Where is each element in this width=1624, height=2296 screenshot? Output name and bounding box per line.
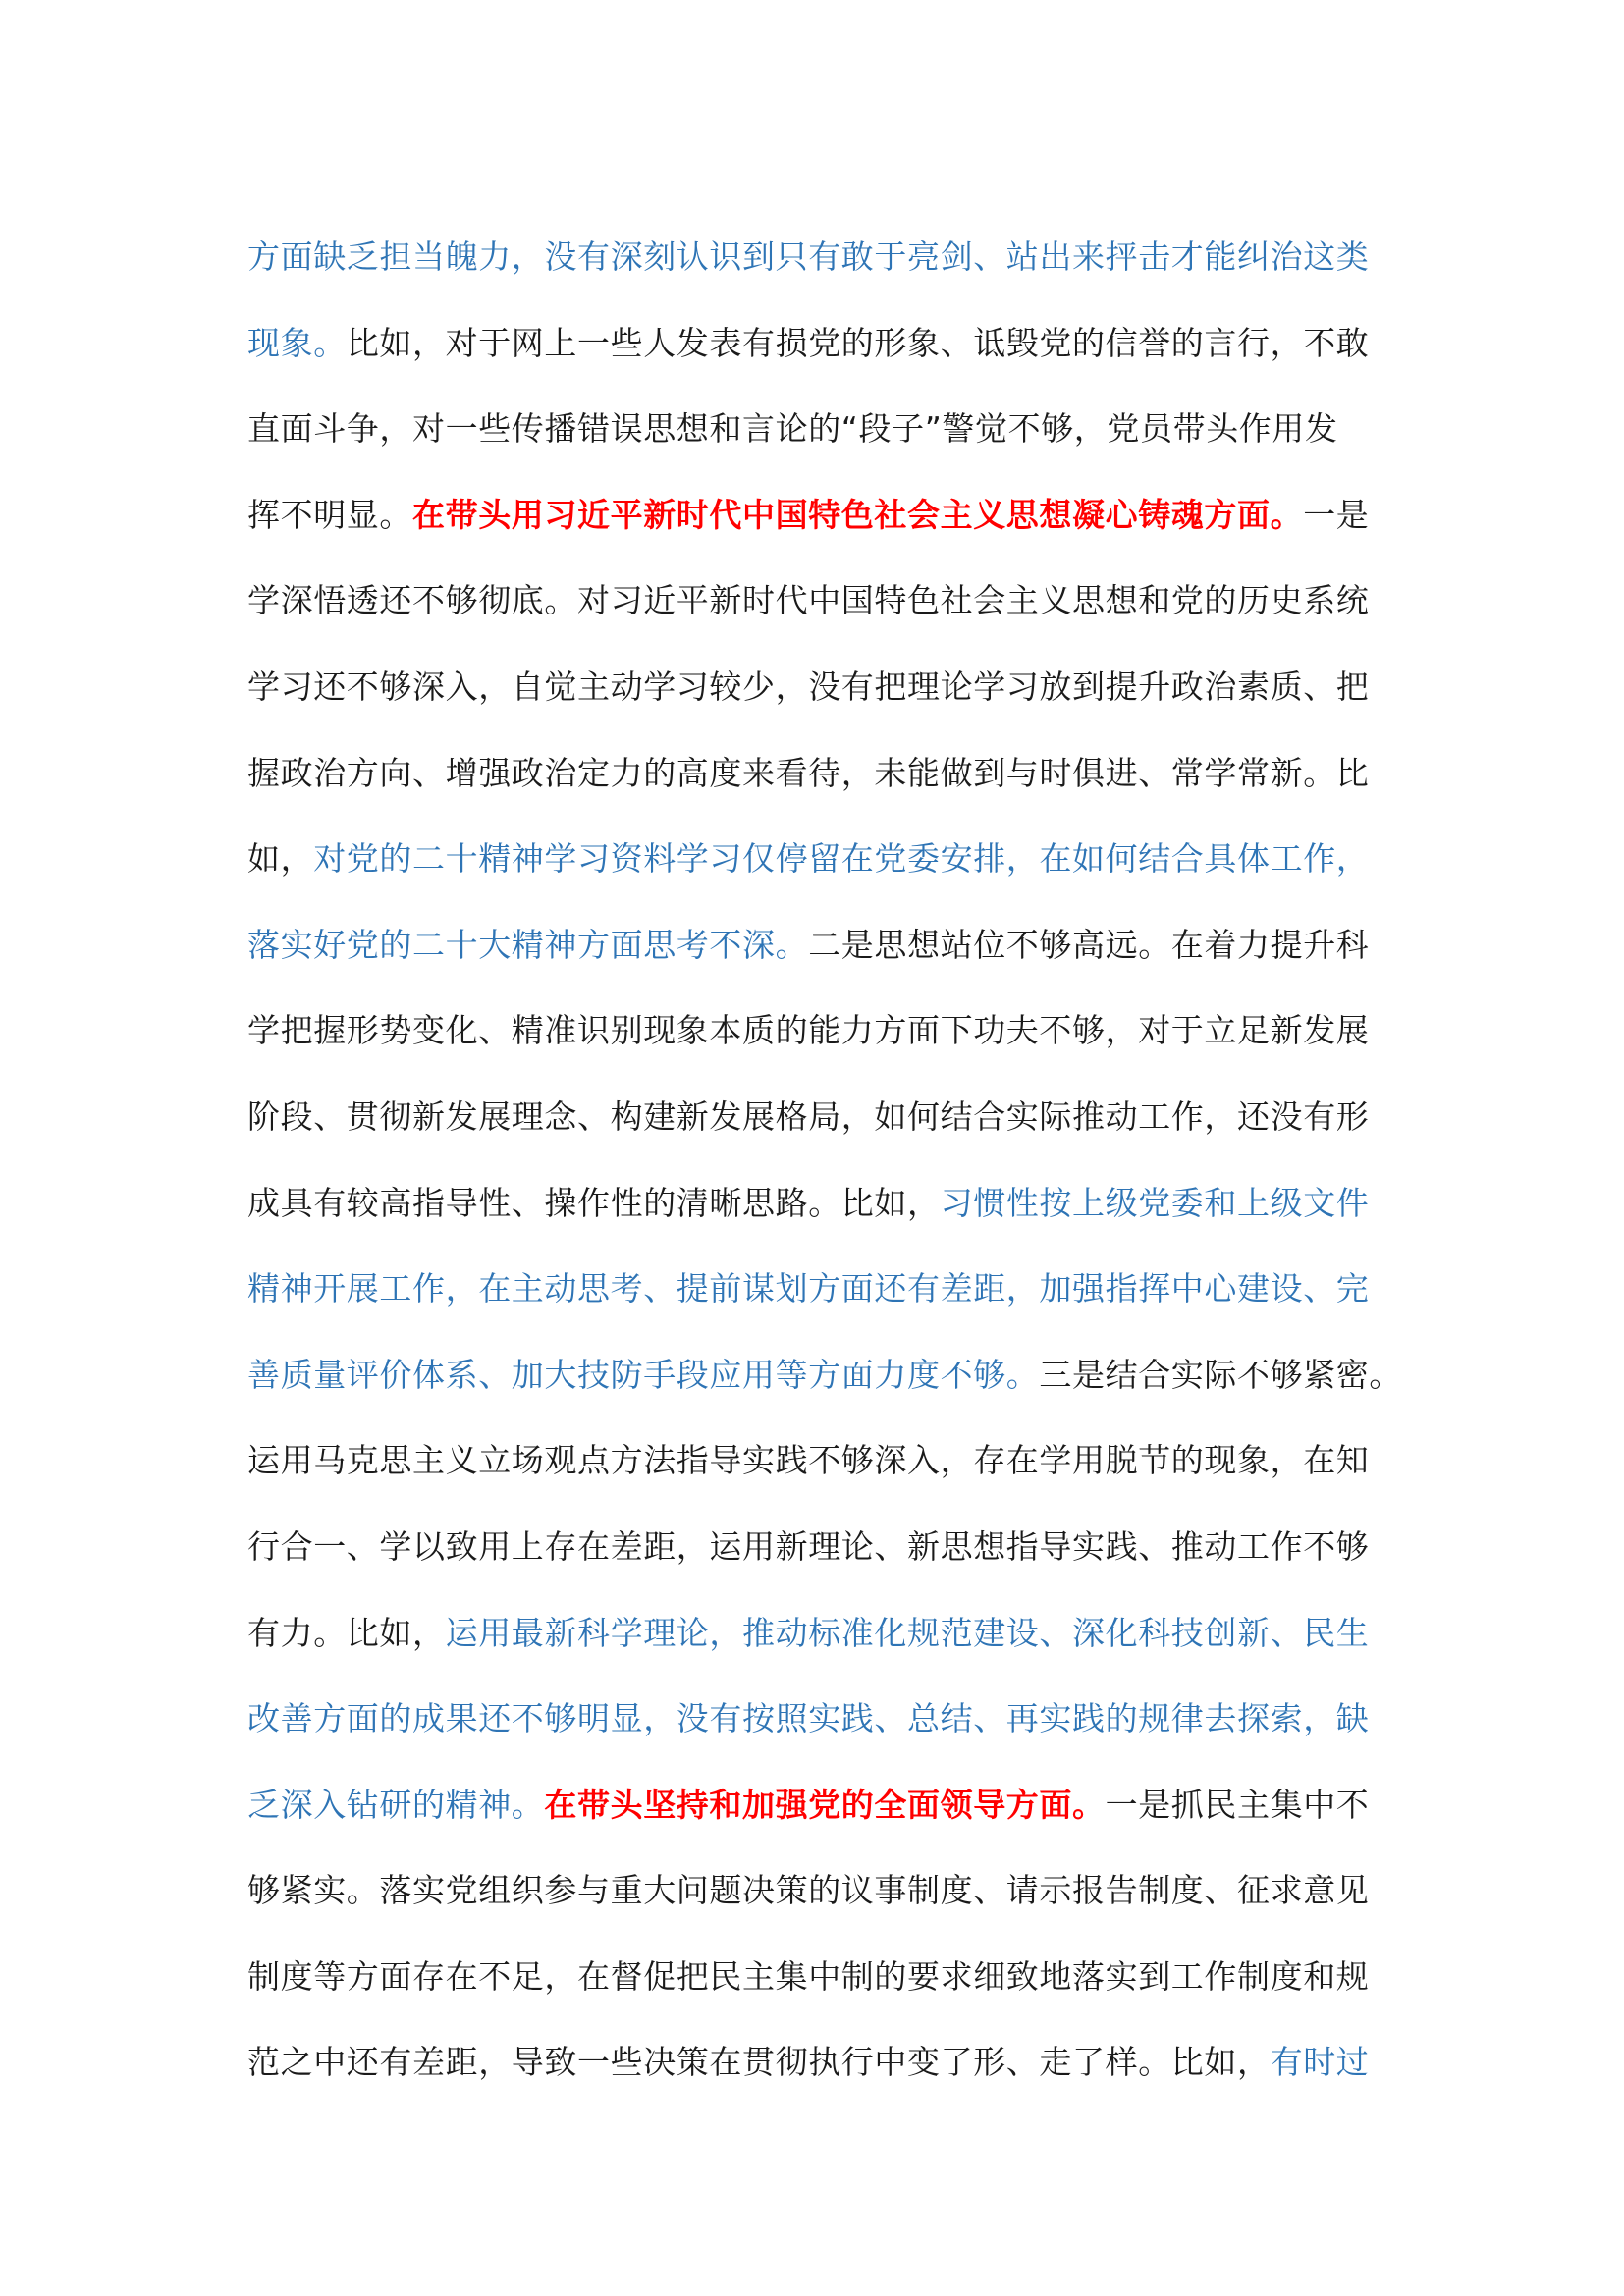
body-text-segment: 如， xyxy=(247,839,314,879)
highlighted-text-segment: 精神开展工作，在主动思考、提前谋划方面还有差距，加强指挥中心建设、完 xyxy=(247,1269,1370,1308)
text-line xyxy=(247,1082,1386,1168)
text-line xyxy=(247,995,1386,1082)
text-line xyxy=(247,222,1386,308)
text-line xyxy=(247,910,1386,996)
text-line xyxy=(247,824,1386,910)
text-line xyxy=(247,2027,1386,2113)
body-text-segment: 直面斗争，对一些传播错误思想和言论的“段子”警觉不够，党员带头作用发 xyxy=(247,409,1338,449)
body-text-segment: 成具有较高指导性、操作性的清晰思路。比如， xyxy=(247,1183,941,1222)
text-line xyxy=(247,652,1386,738)
highlighted-text-segment: 有时过 xyxy=(1270,2043,1370,2082)
text-line xyxy=(247,1855,1386,1942)
body-text-segment: 范之中还有差距，导致一些决策在贯彻执行中变了形、走了样。比如， xyxy=(247,2043,1271,2082)
highlighted-text-segment: 对党的二十精神学习资料学习仅停留在党委安排，在如何结合具体工作， xyxy=(313,839,1370,879)
body-text-segment: 运用马克思主义立场观点方法指导实践不够深入，存在学用脱节的现象，在知 xyxy=(247,1441,1370,1480)
text-line xyxy=(247,480,1386,566)
highlighted-text-segment: 方面缺乏担当魄力，没有深刻认识到只有敢于亮剑、站出来抨击才能纠治这类 xyxy=(247,238,1370,276)
body-text-segment: 比如，对于网上一些人发表有损党的形象、诋毁党的信誉的言行，不敢 xyxy=(346,323,1370,362)
body-text-segment: 学把握形势变化、精准识别现象本质的能力方面下功夫不够，对于立足新发展 xyxy=(247,1011,1370,1050)
text-line xyxy=(247,565,1386,652)
text-line xyxy=(247,394,1386,480)
highlighted-text-segment: 习惯性按上级党委和上级文件 xyxy=(940,1183,1370,1222)
body-text-segment: 够紧实。落实党组织参与重大问题决策的议事制度、请示报告制度、征求意见 xyxy=(247,1871,1370,1910)
text-line xyxy=(247,1770,1386,1856)
text-line xyxy=(247,1425,1386,1512)
body-text-segment: 有力。比如， xyxy=(247,1613,446,1652)
body-text-segment: 一是 xyxy=(1303,495,1370,534)
highlighted-text-segment: 运用最新科学理论，推动标准化规范建设、深化科技创新、民生 xyxy=(445,1613,1370,1652)
body-text-segment: 行合一、学以致用上存在差距，运用新理论、新思想指导实践、推动工作不够 xyxy=(247,1526,1370,1566)
highlighted-text-segment: 乏深入钻研的精神。 xyxy=(247,1785,545,1824)
text-line xyxy=(247,308,1386,395)
body-text-segment: 二是思想站位不够高远。在着力提升科 xyxy=(808,925,1370,964)
highlighted-text-segment: 善质量评价体系、加大技防手段应用等方面力度不够。 xyxy=(247,1355,1040,1394)
text-line xyxy=(247,1942,1386,2028)
text-line xyxy=(247,1254,1386,1340)
text-line xyxy=(247,1683,1386,1770)
body-text-segment: 制度等方面存在不足，在督促把民主集中制的要求细致地落实到工作制度和规 xyxy=(247,1956,1370,1996)
body-text-segment: 一是抓民主集中不 xyxy=(1105,1785,1370,1824)
text-line xyxy=(247,738,1386,825)
body-text-segment: 握政治方向、增强政治定力的高度来看待，未能做到与时俱进、常学常新。比 xyxy=(247,753,1370,792)
section-heading-text: 在带头坚持和加强党的全面领导方面。 xyxy=(544,1785,1106,1824)
text-line xyxy=(247,1512,1386,1598)
highlighted-text-segment: 现象。 xyxy=(247,323,347,362)
text-line xyxy=(247,1598,1386,1684)
body-text-segment: 学深悟透还不够彻底。对习近平新时代中国特色社会主义思想和党的历史系统 xyxy=(247,581,1370,620)
body-text-segment: 学习还不够深入，自觉主动学习较少，没有把理论学习放到提升政治素质、把 xyxy=(247,667,1370,706)
section-heading-text: 在带头用习近平新时代中国特色社会主义思想凝心铸魂方面。 xyxy=(412,495,1304,534)
body-text-segment: 三是结合实际不够紧密。 xyxy=(1039,1355,1403,1394)
highlighted-text-segment: 改善方面的成果还不够明显，没有按照实践、总结、再实践的规律去探索，缺 xyxy=(247,1699,1370,1738)
body-text-segment: 挥不明显。 xyxy=(247,495,412,534)
body-text-segment: 阶段、贯彻新发展理念、构建新发展格局，如何结合实际推动工作，还没有形 xyxy=(247,1096,1370,1136)
highlighted-text-segment: 落实好党的二十大精神方面思考不深。 xyxy=(247,925,809,964)
document-body xyxy=(247,222,1403,2113)
text-line xyxy=(247,1340,1403,1426)
text-line xyxy=(247,1168,1386,1255)
